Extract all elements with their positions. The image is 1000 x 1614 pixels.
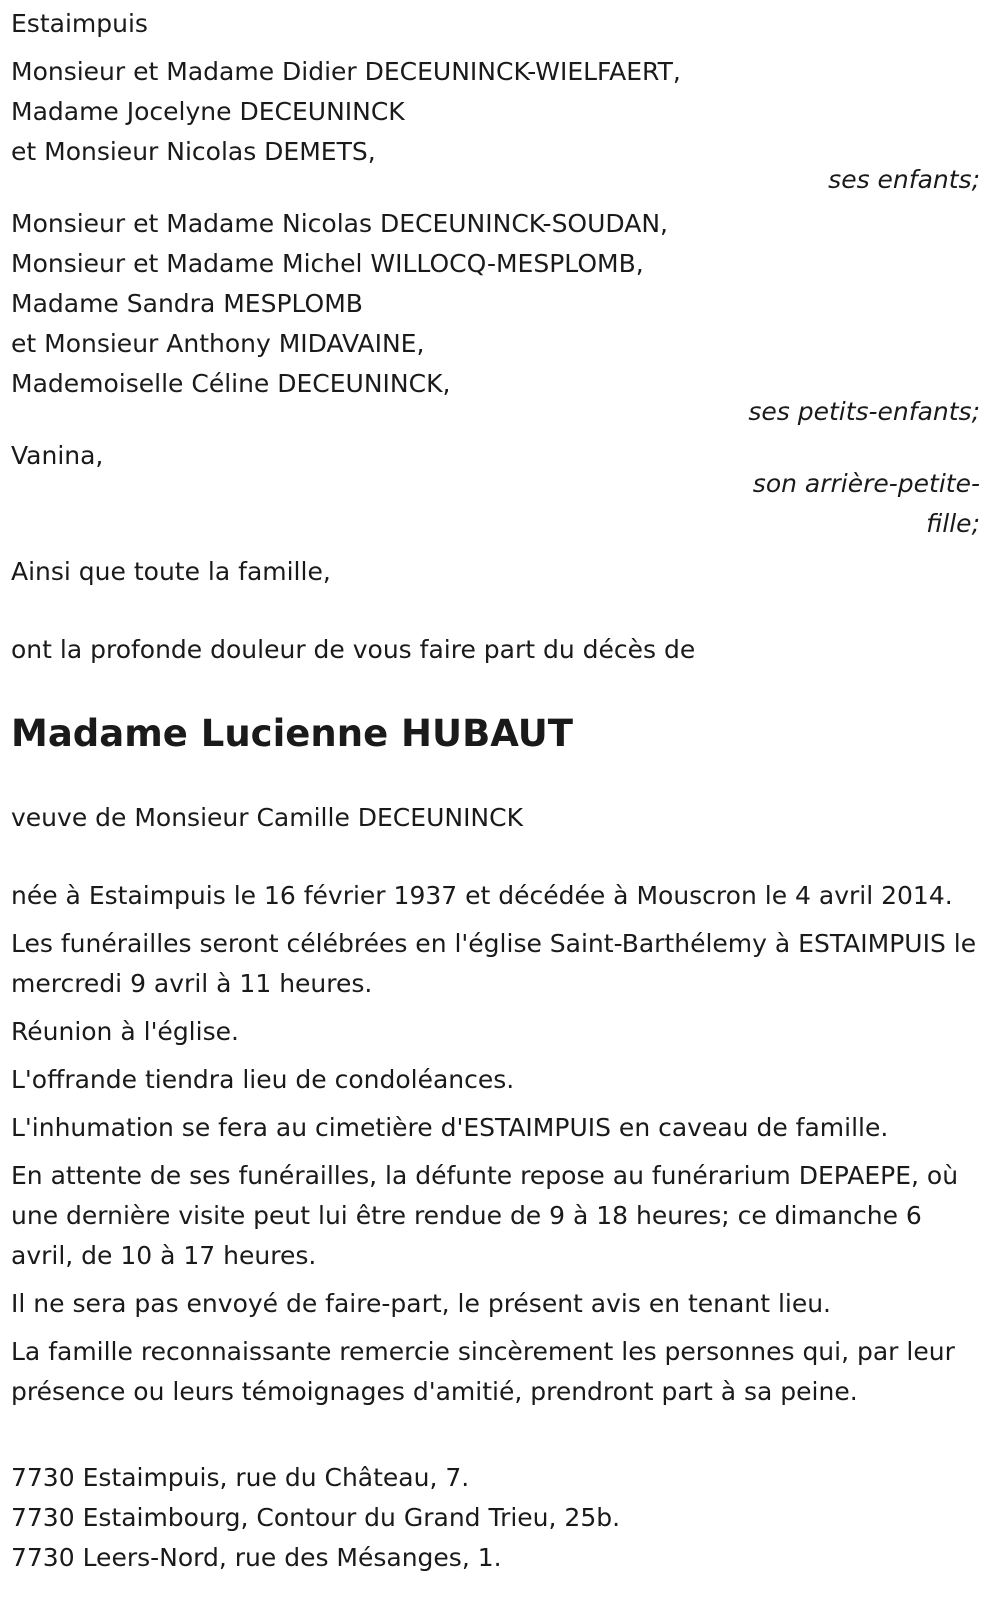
- child-line: Monsieur et Madame Didier DECEUNINCK-WIELFAERT,: [11, 57, 681, 86]
- announcement: ont la profonde douleur de vous faire part du décès de: [11, 635, 696, 664]
- grandchildren-list: [11, 204, 988, 404]
- children-list: [11, 52, 988, 172]
- birth-death: née à Estaimpuis le 16 février 1937 et décédée à Mouscron le 4 avril 2014.: [11, 881, 953, 910]
- child-line: et Monsieur Nicolas DEMETS,: [11, 137, 376, 166]
- great-grandchild-relation: son arrière-petite-fille;: [752, 469, 980, 538]
- spacer: [11, 670, 988, 708]
- address-line: 7730 Estaimbourg, Contour du Grand Trieu, 25b.: [11, 1503, 621, 1532]
- detail-paragraph: La famille reconnaissante remercie sincèrement les personnes qui, par leur présence ou leurs témoignages d'amitié, prendront part à sa peine.: [11, 1337, 955, 1406]
- detail-paragraph: En attente de ses funérailles, la défunte repose au funérarium DEPAEPE, où une dernière visite peut lui être rendue de 9 à 18 heures; ce dimanche 6 avril, de 10 à 17 heures.: [11, 1161, 959, 1270]
- spacer: [11, 44, 988, 52]
- address-line: 7730 Leers-Nord, rue des Mésanges, 1.: [11, 1543, 502, 1572]
- detail-paragraph: Réunion à l'église.: [11, 1017, 239, 1046]
- spacer: [11, 838, 988, 876]
- address-line: 7730 Estaimpuis, rue du Château, 7.: [11, 1463, 470, 1492]
- spacer: [11, 1420, 988, 1458]
- spacer: [11, 592, 988, 630]
- children-relation: ses enfants;: [828, 165, 980, 194]
- great-grandchild: Vanina,: [11, 441, 104, 470]
- grandchild-line: Monsieur et Madame Michel WILLOCQ-MESPLOMB,: [11, 249, 644, 278]
- spacer: [11, 760, 988, 798]
- grandchild-line: Monsieur et Madame Nicolas DECEUNINCK-SOUDAN,: [11, 209, 668, 238]
- grandchild-line: Madame Sandra MESPLOMB: [11, 289, 363, 318]
- detail-paragraph: Il ne sera pas envoyé de faire-part, le présent avis en tenant lieu.: [11, 1289, 832, 1318]
- detail-paragraph: L'offrande tiendra lieu de condoléances.: [11, 1065, 515, 1094]
- grandchildren-relation: ses petits-enfants;: [748, 397, 980, 426]
- spacer: [11, 544, 988, 552]
- addresses: [11, 1458, 988, 1578]
- child-line: Madame Jocelyne DECEUNINCK: [11, 97, 405, 126]
- deceased-name: Madame Lucienne HUBAUT: [11, 712, 574, 755]
- grandchild-line: et Monsieur Anthony MIDAVAINE,: [11, 329, 425, 358]
- grandchild-line: Mademoiselle Céline DECEUNINCK,: [11, 369, 451, 398]
- detail-paragraph: L'inhumation se fera au cimetière d'ESTAIMPUIS en caveau de famille.: [11, 1113, 889, 1142]
- locality: Estaimpuis: [11, 9, 148, 38]
- family-line: Ainsi que toute la famille,: [11, 557, 331, 586]
- detail-paragraph: Les funérailles seront célébrées en l'église Saint-Barthélemy à ESTAIMPUIS le mercredi 9 avril à 11 heures.: [11, 929, 977, 998]
- widow-of: veuve de Monsieur Camille DECEUNINCK: [11, 803, 523, 832]
